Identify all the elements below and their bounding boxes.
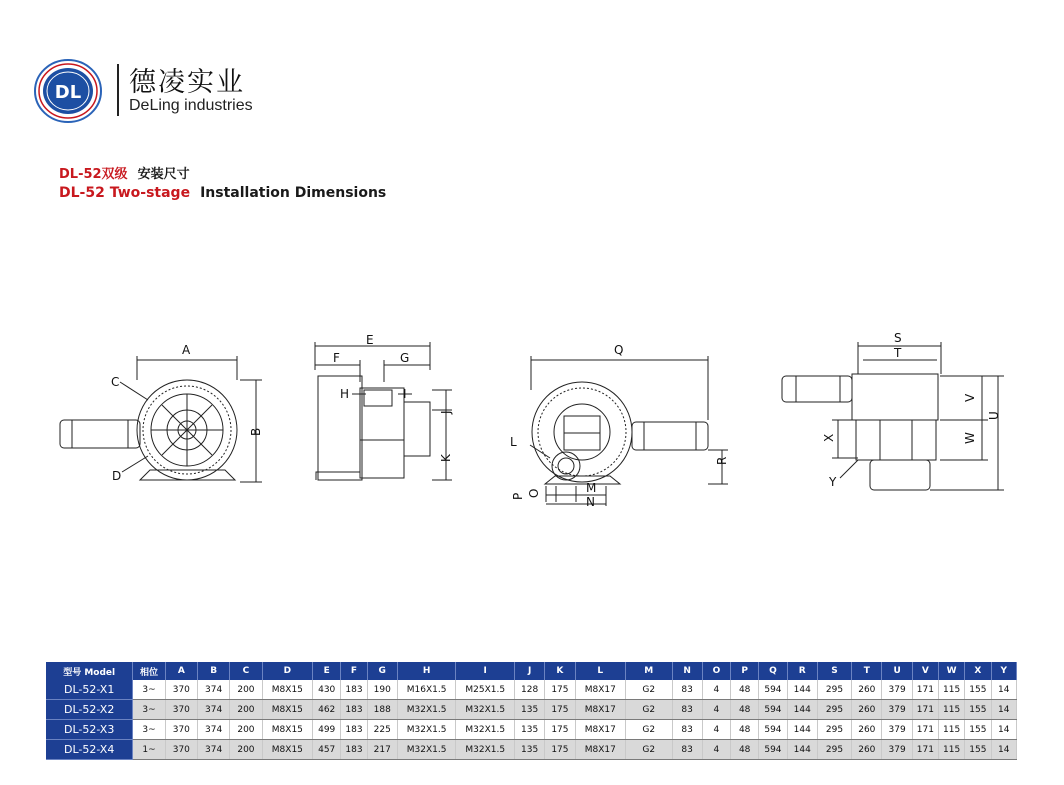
title-model-en: DL-52 Two-stage	[59, 185, 191, 201]
dim-label-D: D	[112, 469, 122, 483]
column-header: D	[262, 662, 312, 680]
table-cell: 260	[852, 700, 882, 720]
column-header: F	[341, 662, 367, 680]
dim-label-S: S	[894, 331, 902, 345]
table-cell: 260	[852, 740, 882, 760]
table-cell: M8X17	[575, 720, 625, 740]
company-name-en: DeLing industries	[129, 97, 253, 114]
dim-label-L: L	[510, 435, 517, 449]
column-header: B	[197, 662, 229, 680]
table-cell: 175	[545, 740, 575, 760]
table-cell: 171	[912, 720, 938, 740]
dimension-drawings	[0, 320, 1064, 520]
table-cell: 14	[991, 680, 1017, 700]
table-cell: 295	[817, 740, 851, 760]
dim-label-X: X	[822, 433, 836, 442]
table-cell: M16X1.5	[397, 680, 456, 700]
dim-label-P: P	[511, 492, 525, 500]
table-cell: M32X1.5	[456, 700, 515, 720]
table-cell: G2	[626, 700, 672, 720]
table-cell: 370	[165, 700, 197, 720]
table-cell: 379	[882, 740, 912, 760]
table-cell: 1~	[133, 740, 165, 760]
column-header: 相位	[133, 662, 165, 680]
table-cell: M25X1.5	[456, 680, 515, 700]
table-cell: 4	[702, 700, 730, 720]
dim-label-B: B	[249, 427, 263, 436]
column-header: A	[165, 662, 197, 680]
table-cell: M8X15	[262, 680, 312, 700]
title-label-cn: 安装尺寸	[137, 167, 190, 182]
table-cell: 155	[965, 680, 991, 700]
table-cell: 14	[991, 740, 1017, 760]
table-cell: 14	[991, 720, 1017, 740]
table-cell: 48	[731, 680, 759, 700]
table-cell: 135	[515, 700, 545, 720]
table-cell: 3~	[133, 700, 165, 720]
dim-label-Y: Y	[829, 475, 837, 489]
table-cell: 594	[759, 740, 787, 760]
table-cell: 594	[759, 700, 787, 720]
table-cell: 4	[702, 740, 730, 760]
table-cell: M8X17	[575, 740, 625, 760]
table-cell: 260	[852, 720, 882, 740]
table-cell: 115	[939, 740, 965, 760]
logo-divider	[117, 64, 119, 116]
table-row	[46, 680, 1017, 700]
table-cell: 379	[882, 680, 912, 700]
table-cell: 594	[759, 720, 787, 740]
table-cell: 175	[545, 680, 575, 700]
dim-label-A: A	[182, 343, 191, 357]
column-header: M	[626, 662, 672, 680]
column-header: L	[575, 662, 625, 680]
table-cell: 295	[817, 700, 851, 720]
company-name-cn: 德凌实业	[129, 67, 245, 98]
table-row	[46, 740, 1017, 760]
column-header: 型号 Model	[46, 662, 133, 680]
title-label-en: Installation Dimensions	[200, 185, 387, 201]
table-cell: 499	[313, 720, 341, 740]
table-cell: 260	[852, 680, 882, 700]
column-header: V	[912, 662, 938, 680]
table-cell: 4	[702, 680, 730, 700]
table-cell: G2	[626, 720, 672, 740]
table-cell: 155	[965, 740, 991, 760]
table-cell: 183	[341, 720, 367, 740]
table-cell: 115	[939, 700, 965, 720]
table-cell: 200	[230, 700, 262, 720]
table-cell: 374	[197, 740, 229, 760]
table-cell: 83	[672, 700, 702, 720]
dim-label-V: V	[963, 393, 977, 402]
table-cell: M32X1.5	[456, 740, 515, 760]
column-header: R	[787, 662, 817, 680]
table-cell: 155	[965, 700, 991, 720]
title-model-cn: DL-52双级	[59, 167, 128, 182]
table-cell: 144	[787, 680, 817, 700]
dim-label-E: E	[366, 333, 374, 347]
column-header: C	[230, 662, 262, 680]
dim-label-N: N	[586, 495, 595, 509]
table-cell: 295	[817, 720, 851, 740]
column-header: W	[939, 662, 965, 680]
table-cell: 374	[197, 720, 229, 740]
column-header: X	[965, 662, 991, 680]
table-cell: 128	[515, 680, 545, 700]
model-cell: DL-52-X3	[46, 720, 133, 740]
table-cell: 135	[515, 720, 545, 740]
dim-label-K: K	[439, 454, 453, 462]
table-cell: 379	[882, 700, 912, 720]
table-cell: M8X15	[262, 720, 312, 740]
table-cell: 14	[991, 700, 1017, 720]
table-cell: M8X15	[262, 740, 312, 760]
table-cell: 155	[965, 720, 991, 740]
dim-label-W: W	[963, 432, 977, 444]
column-header: I	[456, 662, 515, 680]
table-cell: 48	[731, 720, 759, 740]
column-header: T	[852, 662, 882, 680]
table-cell: 188	[367, 700, 397, 720]
table-cell: 144	[787, 720, 817, 740]
dim-label-U: U	[987, 411, 1001, 420]
table-cell: 83	[672, 680, 702, 700]
column-header: G	[367, 662, 397, 680]
section-title-cn	[59, 163, 190, 182]
column-header: O	[702, 662, 730, 680]
column-header: H	[397, 662, 456, 680]
column-header: K	[545, 662, 575, 680]
dim-label-I: I	[403, 387, 407, 401]
dim-label-Q: Q	[614, 343, 624, 357]
table-cell: 171	[912, 680, 938, 700]
table-cell: 374	[197, 700, 229, 720]
table-cell: 48	[731, 740, 759, 760]
dim-label-O: O	[527, 488, 541, 498]
column-header: Q	[759, 662, 787, 680]
table-cell: 430	[313, 680, 341, 700]
table-cell: 183	[341, 680, 367, 700]
dim-label-R: R	[715, 456, 729, 465]
table-cell: 295	[817, 680, 851, 700]
table-cell: 594	[759, 680, 787, 700]
dim-label-J: J	[439, 410, 453, 414]
dim-label-M: M	[586, 481, 597, 495]
top-view-drawing	[782, 342, 1004, 490]
table-cell: 183	[341, 700, 367, 720]
table-cell: 462	[313, 700, 341, 720]
table-cell: G2	[626, 680, 672, 700]
table-cell: 144	[787, 700, 817, 720]
table-row	[46, 720, 1017, 740]
table-cell: M32X1.5	[397, 740, 456, 760]
table-cell: M32X1.5	[397, 720, 456, 740]
table-row	[46, 700, 1017, 720]
table-cell: M32X1.5	[397, 700, 456, 720]
table-cell: 83	[672, 720, 702, 740]
model-cell: DL-52-X1	[46, 680, 133, 700]
spec-table	[46, 662, 1017, 760]
dim-label-T: T	[894, 346, 902, 360]
table-cell: 144	[787, 740, 817, 760]
company-logo	[33, 58, 103, 124]
table-cell: 135	[515, 740, 545, 760]
dim-label-C: C	[111, 375, 120, 389]
table-cell: 48	[731, 700, 759, 720]
front-view-drawing	[60, 356, 262, 482]
column-header: J	[515, 662, 545, 680]
table-cell: 200	[230, 720, 262, 740]
table-cell: M8X15	[262, 700, 312, 720]
svg-text:DL: DL	[54, 82, 82, 103]
column-header: P	[731, 662, 759, 680]
table-cell: 183	[341, 740, 367, 760]
model-cell: DL-52-X2	[46, 700, 133, 720]
table-cell: M8X17	[575, 680, 625, 700]
table-cell: 217	[367, 740, 397, 760]
dim-label-G: G	[400, 351, 410, 365]
rear-view-drawing	[530, 356, 728, 506]
model-cell: DL-52-X4	[46, 740, 133, 760]
column-header: Y	[991, 662, 1017, 680]
section-title-en	[59, 185, 386, 201]
table-cell: 200	[230, 680, 262, 700]
table-cell: M32X1.5	[456, 720, 515, 740]
table-cell: 115	[939, 680, 965, 700]
table-cell: 374	[197, 680, 229, 700]
column-header: U	[882, 662, 912, 680]
dim-label-F: F	[333, 351, 340, 365]
column-header: S	[817, 662, 851, 680]
table-header-row	[46, 662, 1017, 680]
table-cell: 200	[230, 740, 262, 760]
table-cell: G2	[626, 740, 672, 760]
table-cell: 370	[165, 740, 197, 760]
table-cell: 175	[545, 700, 575, 720]
table-cell: M8X17	[575, 700, 625, 720]
column-header: E	[313, 662, 341, 680]
table-cell: 190	[367, 680, 397, 700]
table-cell: 3~	[133, 720, 165, 740]
table-cell: 4	[702, 720, 730, 740]
table-cell: 379	[882, 720, 912, 740]
table-cell: 370	[165, 680, 197, 700]
table-cell: 171	[912, 740, 938, 760]
table-cell: 3~	[133, 680, 165, 700]
dim-label-H: H	[340, 387, 350, 401]
table-cell: 115	[939, 720, 965, 740]
table-cell: 175	[545, 720, 575, 740]
table-cell: 171	[912, 700, 938, 720]
table-cell: 457	[313, 740, 341, 760]
table-cell: 225	[367, 720, 397, 740]
table-cell: 370	[165, 720, 197, 740]
table-cell: 83	[672, 740, 702, 760]
column-header: N	[672, 662, 702, 680]
